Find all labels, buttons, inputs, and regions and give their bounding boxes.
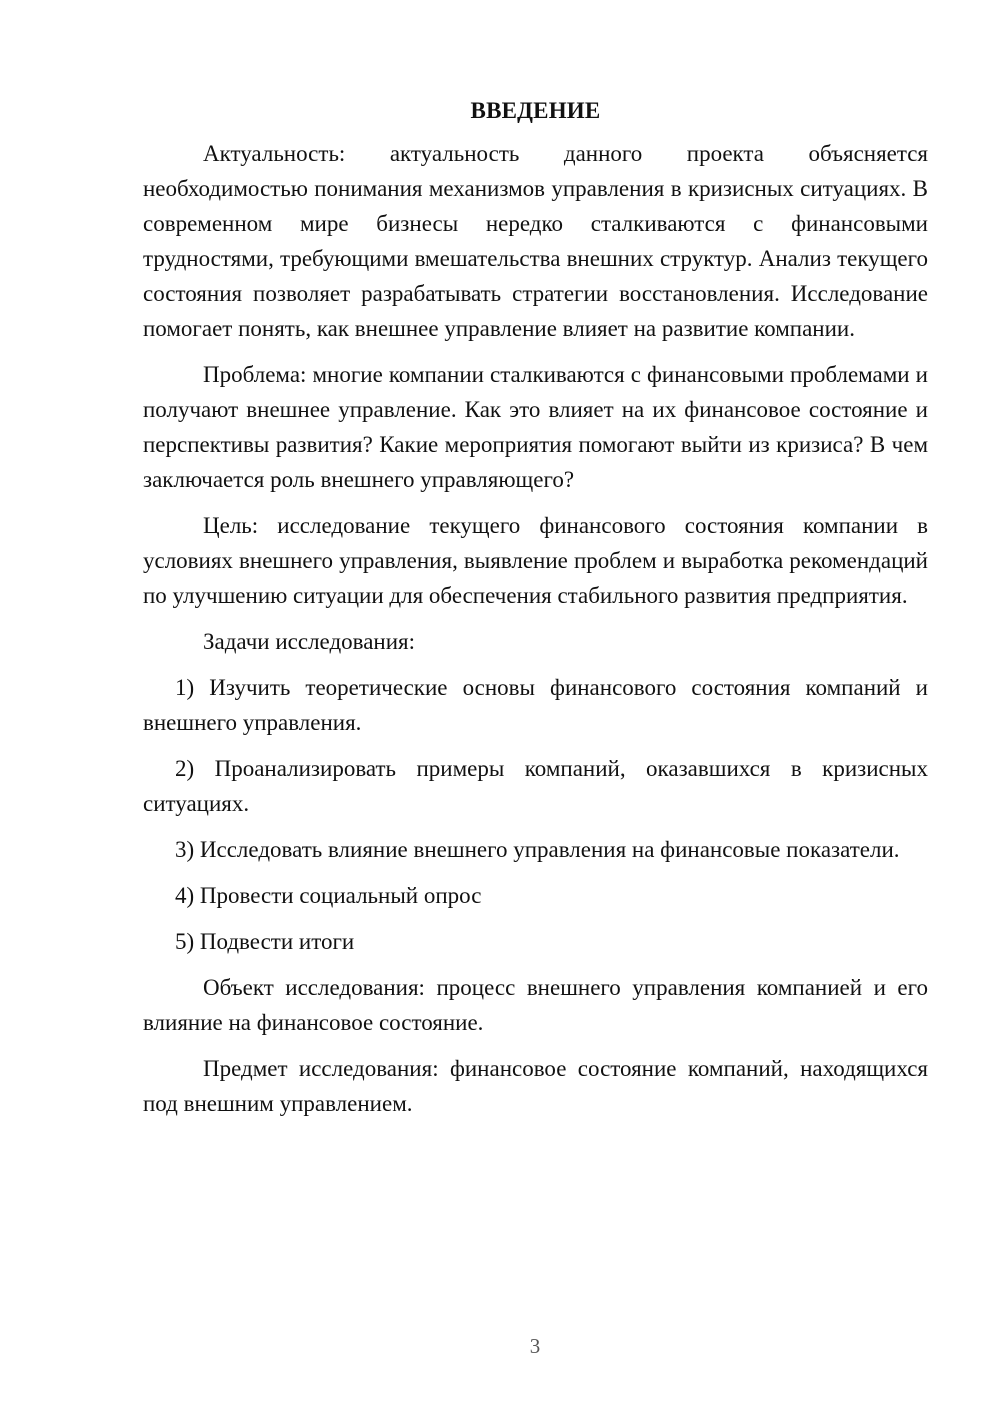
- research-object-paragraph: Объект исследования: процесс внешнего управления компанией и его влияние на финансовое состояние.: [143, 975, 928, 1035]
- task-item-1: 1) Изучить теоретические основы финансового состояния компаний и внешнего управления.: [143, 675, 928, 735]
- research-subject-paragraph: Предмет исследования: финансовое состояние компаний, находящихся под внешним управлением.: [143, 1056, 928, 1116]
- task-item-4: 4) Провести социальный опрос: [175, 883, 482, 908]
- relevance-paragraph: Актуальность: актуальность данного проекта объясняется необходимостью понимания механизмов управления в кризисных ситуациях. В современном мире бизнесы нередко сталкиваются с финансовыми трудностями, требующими вмешательства внешних структур. Анализ текущего состояния позволяет разрабатывать стратегии восстановления. Исследование помогает понять, как внешнее управление влияет на развитие компании.: [143, 141, 928, 341]
- tasks-heading: Задачи исследования:: [203, 629, 416, 654]
- problem-paragraph: Проблема: многие компании сталкиваются с финансовыми проблемами и получают внешнее управление. Как это влияет на их финансовое состояние и перспективы развития? Какие мероприятия помогают выйти из кризиса? В чем заключается роль внешнего управляющего?: [143, 362, 928, 492]
- task-item-3: 3) Исследовать влияние внешнего управления на финансовые показатели.: [175, 837, 900, 862]
- task-item-5: 5) Подвести итоги: [175, 929, 355, 954]
- section-title: ВВЕДЕНИЕ: [470, 98, 601, 123]
- page-content: [143, 94, 928, 1132]
- goal-paragraph: Цель: исследование текущего финансового состояния компании в условиях внешнего управления, выявление проблем и выработка рекомендаций по улучшению ситуации для обеспечения стабильного развития предприятия.: [143, 513, 928, 608]
- task-item-2: 2) Проанализировать примеры компаний, оказавшихся в кризисных ситуациях.: [143, 756, 928, 816]
- page-number: 3: [529, 1334, 541, 1358]
